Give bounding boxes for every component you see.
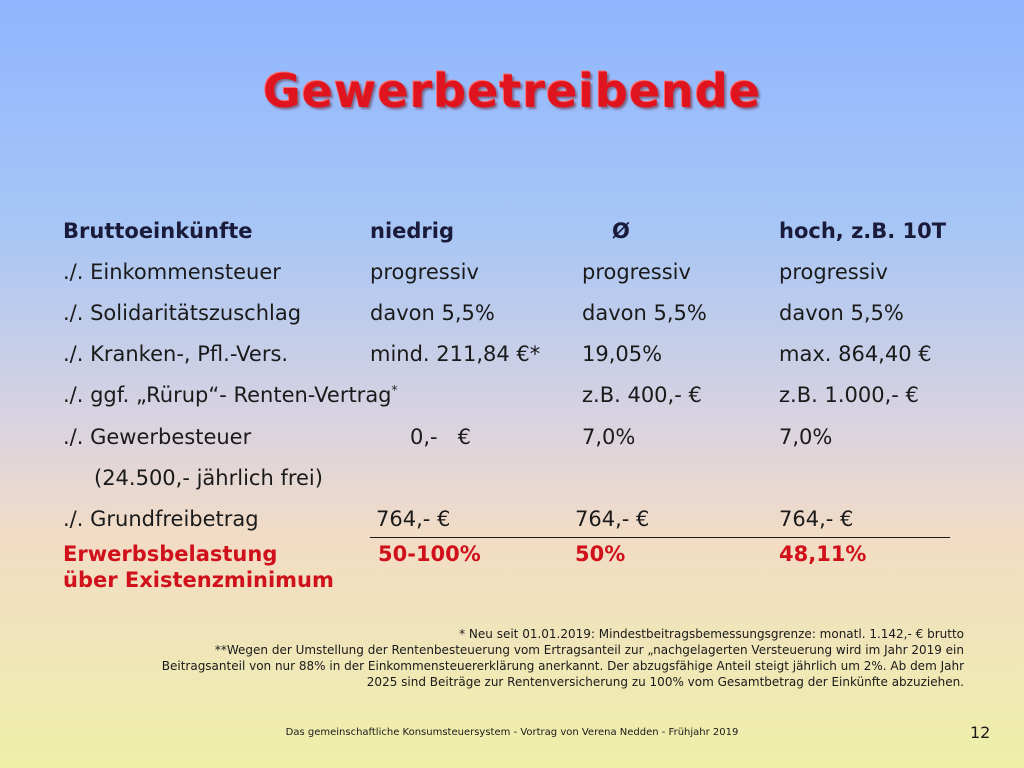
row-col3: z.B. 1.000,- € xyxy=(779,383,919,407)
row-col3: davon 5,5% xyxy=(779,301,904,325)
sum-divider xyxy=(370,537,950,538)
row-label: ./. Einkommensteuer xyxy=(63,260,281,284)
table-row xyxy=(0,466,1024,496)
row-col1: 0,- € xyxy=(410,425,472,449)
result-col3: 48,11% xyxy=(779,542,867,566)
table-row xyxy=(0,507,1024,537)
row-label-text: ./. ggf. „Rürup“- Renten-Vertrag xyxy=(63,383,392,407)
row-col1: progressiv xyxy=(370,260,479,284)
table-row xyxy=(0,342,1024,372)
row-label: ./. Gewerbesteuer xyxy=(63,425,252,449)
page-number: 12 xyxy=(970,723,991,742)
table-row xyxy=(0,425,1024,455)
result-col2: 50% xyxy=(575,542,626,566)
header-col-niedrig: niedrig xyxy=(370,219,455,243)
slide-title: Gewerbetreibende xyxy=(262,64,762,118)
row-col3: progressiv xyxy=(779,260,888,284)
row-col2: 7,0% xyxy=(582,425,636,449)
row-col2: 19,05% xyxy=(582,342,663,366)
row-col3: 7,0% xyxy=(779,425,833,449)
row-label: ./. Kranken-, Pfl.-Vers. xyxy=(63,342,289,366)
row-col2: davon 5,5% xyxy=(582,301,707,325)
table-row xyxy=(0,260,1024,290)
result-label-line2: über Existenzminimum xyxy=(63,568,334,592)
row-col2: 764,- € xyxy=(575,507,650,531)
row-label: ./. Solidaritätszuschlag xyxy=(63,301,302,325)
footnote: 2025 sind Beiträge zur Rentenversicherung zu 100% vom Gesamtbetrag der Einkünfte abzuziehen. xyxy=(366,675,964,689)
footnote: Beitragsanteil von nur 88% in der Einkommensteuererklärung anerkannt. Der abzugsfähige Anteil steigt jährlich um 2%. Ab dem Jahr xyxy=(161,659,964,673)
table-row xyxy=(0,383,1024,413)
footnote: * Neu seit 01.01.2019: Mindestbeitragsbemessungsgrenze: monatl. 1.142,- € brutto xyxy=(459,627,964,641)
row-col3: 764,- € xyxy=(779,507,854,531)
footnote-marker: * xyxy=(391,383,398,397)
row-label: ./. Grundfreibetrag xyxy=(63,507,259,531)
row-col1: 764,- € xyxy=(376,507,451,531)
result-label: Erwerbsbelastung xyxy=(63,542,278,566)
footnotes xyxy=(64,626,964,690)
row-col3: max. 864,40 € xyxy=(779,342,932,366)
header-label: Bruttoeinkünfte xyxy=(63,219,253,243)
row-label: (24.500,- jährlich frei) xyxy=(94,466,323,490)
result-row-line2 xyxy=(0,568,1024,598)
header-col-average: Ø xyxy=(612,219,630,243)
row-col1: mind. 211,84 €* xyxy=(370,342,541,366)
footnote: **Wegen der Umstellung der Rentenbesteuerung vom Ertragsanteil zur „nachgelagerten Versteuerung wird im Jahr 2019 ein xyxy=(214,643,964,657)
result-col1: 50-100% xyxy=(378,542,481,566)
header-col-hoch: hoch, z.B. 10T xyxy=(779,219,947,243)
table-header-row xyxy=(0,219,1024,249)
table-row xyxy=(0,301,1024,331)
row-label xyxy=(63,383,398,407)
row-col1: davon 5,5% xyxy=(370,301,495,325)
row-col2: progressiv xyxy=(582,260,691,284)
row-col2: z.B. 400,- € xyxy=(582,383,702,407)
slide-footer: Das gemeinschaftliche Konsumsteuersystem - Vortrag von Verena Nedden - Frühjahr 2019 xyxy=(285,727,739,738)
